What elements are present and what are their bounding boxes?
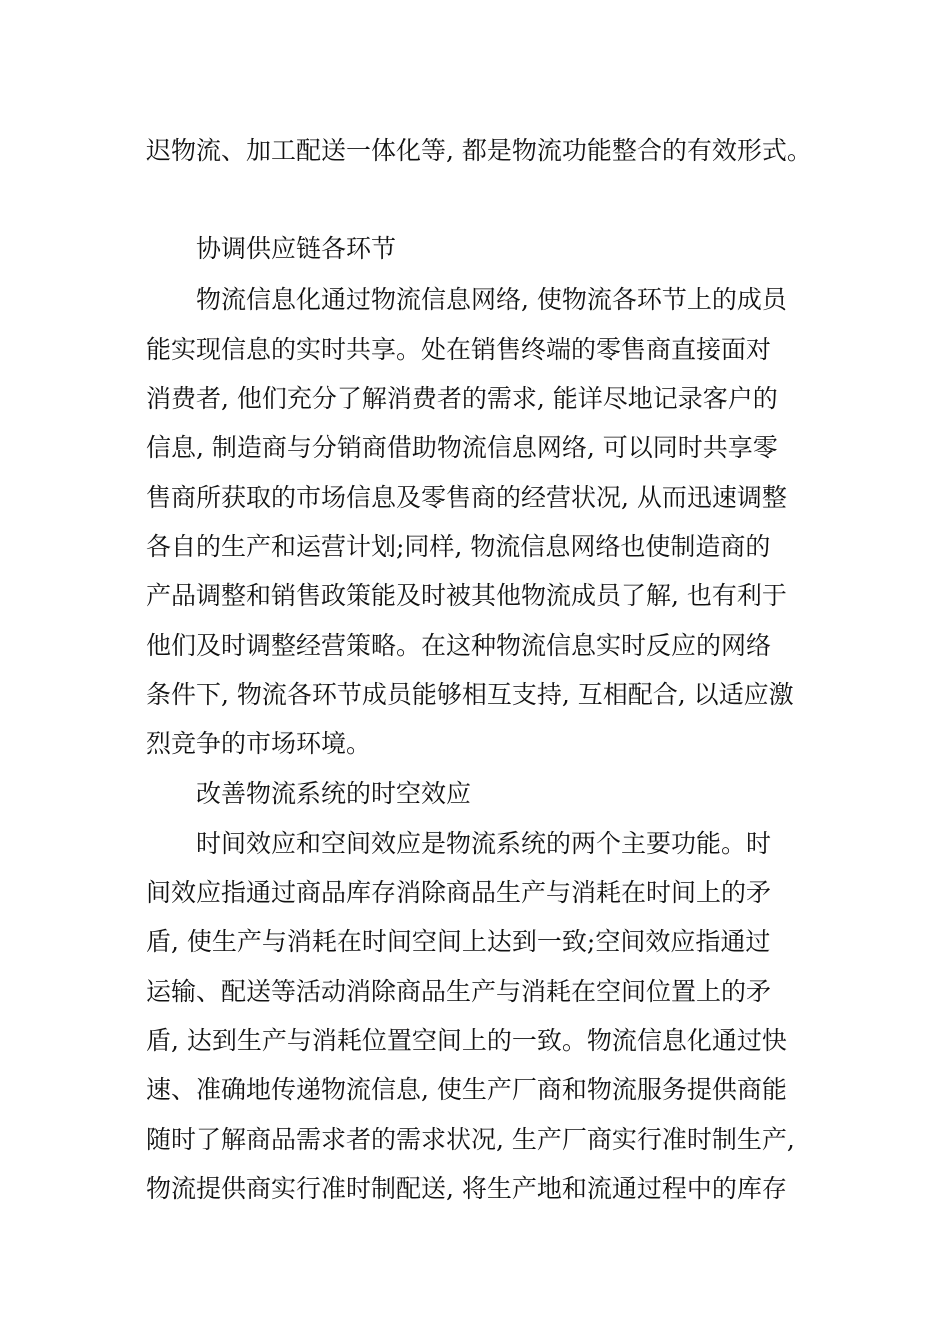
paragraph-line: 盾, 使生产与消耗在时间空间上达到一致;空间效应指通过 (146, 927, 771, 956)
paragraph-line: 迟物流、加工配送一体化等, 都是物流功能整合的有效形式。 (146, 136, 812, 165)
paragraph-line: 消费者, 他们充分了解消费者的需求, 能详尽地记录客户的 (146, 384, 778, 413)
paragraph-line: 能实现信息的实时共享。处在销售终端的零售商直接面对 (146, 335, 772, 364)
paragraph-line: 他们及时调整经营策略。在这种物流信息实时反应的网络 (146, 631, 772, 660)
paragraph-line: 时间效应和空间效应是物流系统的两个主要功能。时 (196, 829, 772, 858)
paragraph-line: 条件下, 物流各环节成员能够相互支持, 互相配合, 以适应激 (146, 680, 794, 709)
paragraph-line: 随时了解商品需求者的需求状况, 生产厂商实行准时制生产, (146, 1125, 795, 1154)
paragraph-line: 信息, 制造商与分销商借助物流信息网络, 可以同时共享零 (146, 433, 778, 462)
paragraph-line: 间效应指通过商品库存消除商品生产与消耗在时间上的矛 (146, 878, 772, 907)
paragraph-line: 物流信息化通过物流信息网络, 使物流各环节上的成员 (196, 285, 787, 314)
paragraph-line: 产品调整和销售政策能及时被其他物流成员了解, 也有利于 (146, 581, 787, 610)
paragraph-line: 售商所获取的市场信息及零售商的经营状况, 从而迅速调整 (146, 483, 787, 512)
paragraph-line: 速、准确地传递物流信息, 使生产厂商和物流服务提供商能 (146, 1075, 787, 1104)
paragraph-line: 各自的生产和运营计划;同样, 物流信息网络也使制造商的 (146, 532, 771, 561)
section-heading-coordinate-supply-chain: 协调供应链各环节 (196, 234, 397, 263)
paragraph-line: 盾, 达到生产与消耗位置空间上的一致。物流信息化通过快 (146, 1026, 787, 1055)
section-heading-improve-space-time-effect: 改善物流系统的时空效应 (196, 779, 472, 808)
paragraph-line: 烈竞争的市场环境。 (146, 729, 372, 758)
paragraph-line: 物流提供商实行准时制配送, 将生产地和流通过程中的库存 (146, 1174, 787, 1203)
paragraph-line: 运输、配送等活动消除商品生产与消耗在空间位置上的矛 (146, 977, 772, 1006)
